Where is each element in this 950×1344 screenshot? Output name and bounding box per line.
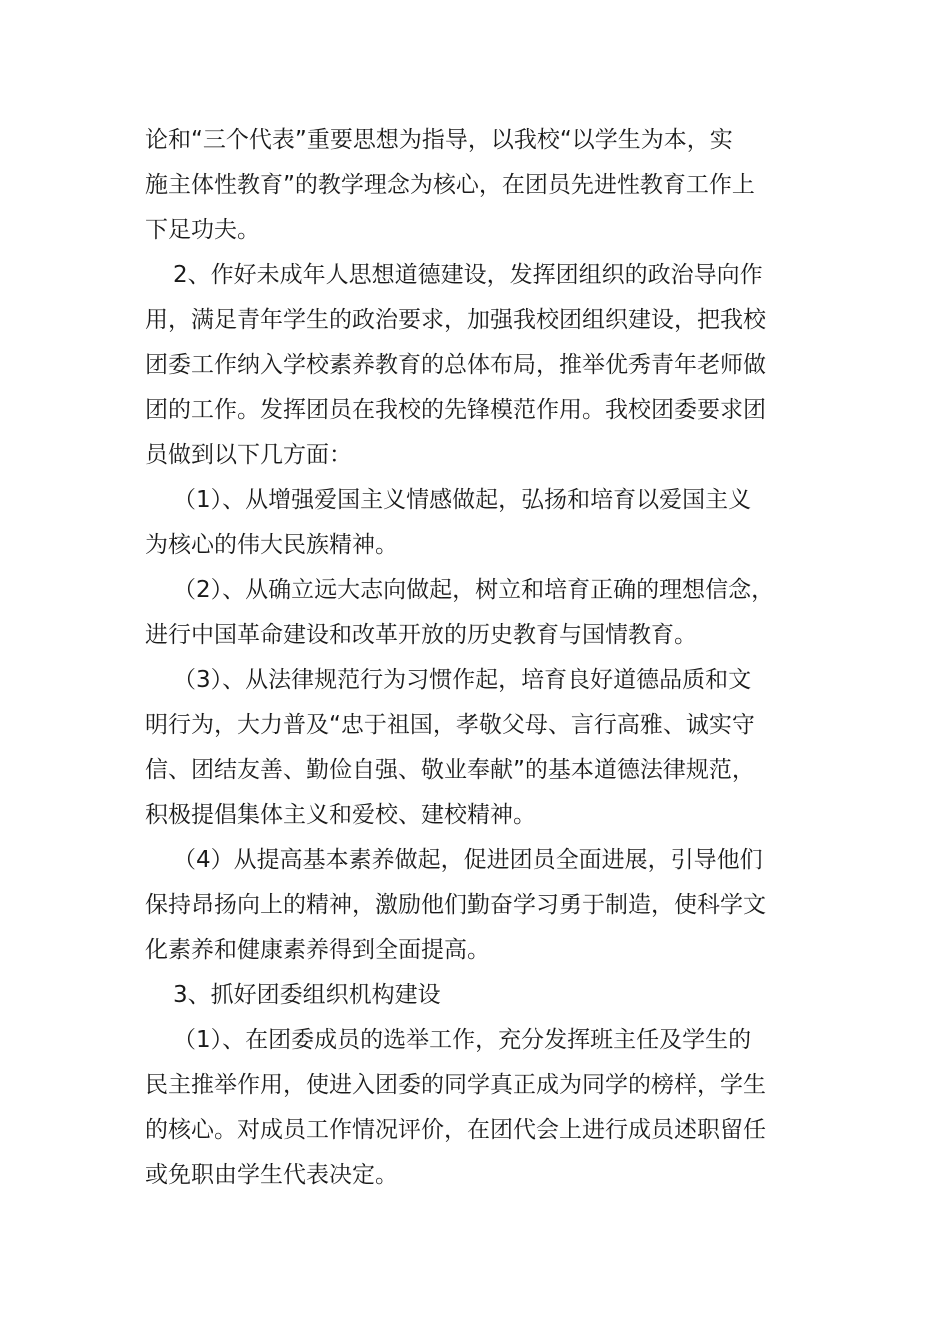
text-line: 员做到以下几方面： xyxy=(145,442,352,468)
paragraph-start-line: （4）从提高基本素养做起，促进团员全面进展，引导他们 xyxy=(173,847,763,873)
paragraph-start-line: （3）、从法律规范行为习惯作起，培育良好道德品质和文 xyxy=(173,667,752,693)
paragraph-start-line: （1）、在团委成员的选举工作，充分发挥班主任及学生的 xyxy=(173,1027,752,1053)
text-line: 团的工作。发挥团员在我校的先锋模范作用。我校团委要求团 xyxy=(145,397,766,423)
document-body xyxy=(145,118,825,1198)
text-line: 论和“三个代表”重要思想为指导，以我校“以学生为本，实 xyxy=(145,127,733,153)
text-line: 为核心的伟大民族精神。 xyxy=(145,532,398,558)
text-line: 化素养和健康素养得到全面提高。 xyxy=(145,937,490,963)
text-line: 进行中国革命建设和改革开放的历史教育与国情教育。 xyxy=(145,622,697,648)
text-line: 民主推举作用，使进入团委的同学真正成为同学的榜样，学生 xyxy=(145,1072,766,1098)
text-line: 信、团结友善、勤俭自强、敬业奉献”的基本道德法律规范， xyxy=(145,757,755,783)
text-line: 明行为，大力普及“忠于祖国，孝敬父母、言行高雅、诚实守 xyxy=(145,712,755,738)
text-line: 下足功夫。 xyxy=(145,217,260,243)
section-heading: 3、抓好团委组织机构建设 xyxy=(173,982,441,1008)
paragraph-start-line: （2）、从确立远大志向做起，树立和培育正确的理想信念， xyxy=(173,577,775,603)
text-line: 保持昂扬向上的精神，激励他们勤奋学习勇于制造，使科学文 xyxy=(145,892,766,918)
text-line: 团委工作纳入学校素养教育的总体布局，推举优秀青年老师做 xyxy=(145,352,766,378)
paragraph-start-line: 2、作好未成年人思想道德建设，发挥团组织的政治导向作 xyxy=(173,262,763,288)
text-line: 积极提倡集体主义和爱校、建校精神。 xyxy=(145,802,536,828)
text-line: 的核心。对成员工作情况评价，在团代会上进行成员述职留任 xyxy=(145,1117,766,1143)
text-line: 施主体性教育”的教学理念为核心，在团员先进性教育工作上 xyxy=(145,172,755,198)
paragraph-start-line: （1）、从增强爱国主义情感做起，弘扬和培育以爱国主义 xyxy=(173,487,752,513)
text-line: 或免职由学生代表决定。 xyxy=(145,1162,398,1188)
text-line: 用，满足青年学生的政治要求，加强我校团组织建设，把我校 xyxy=(145,307,766,333)
